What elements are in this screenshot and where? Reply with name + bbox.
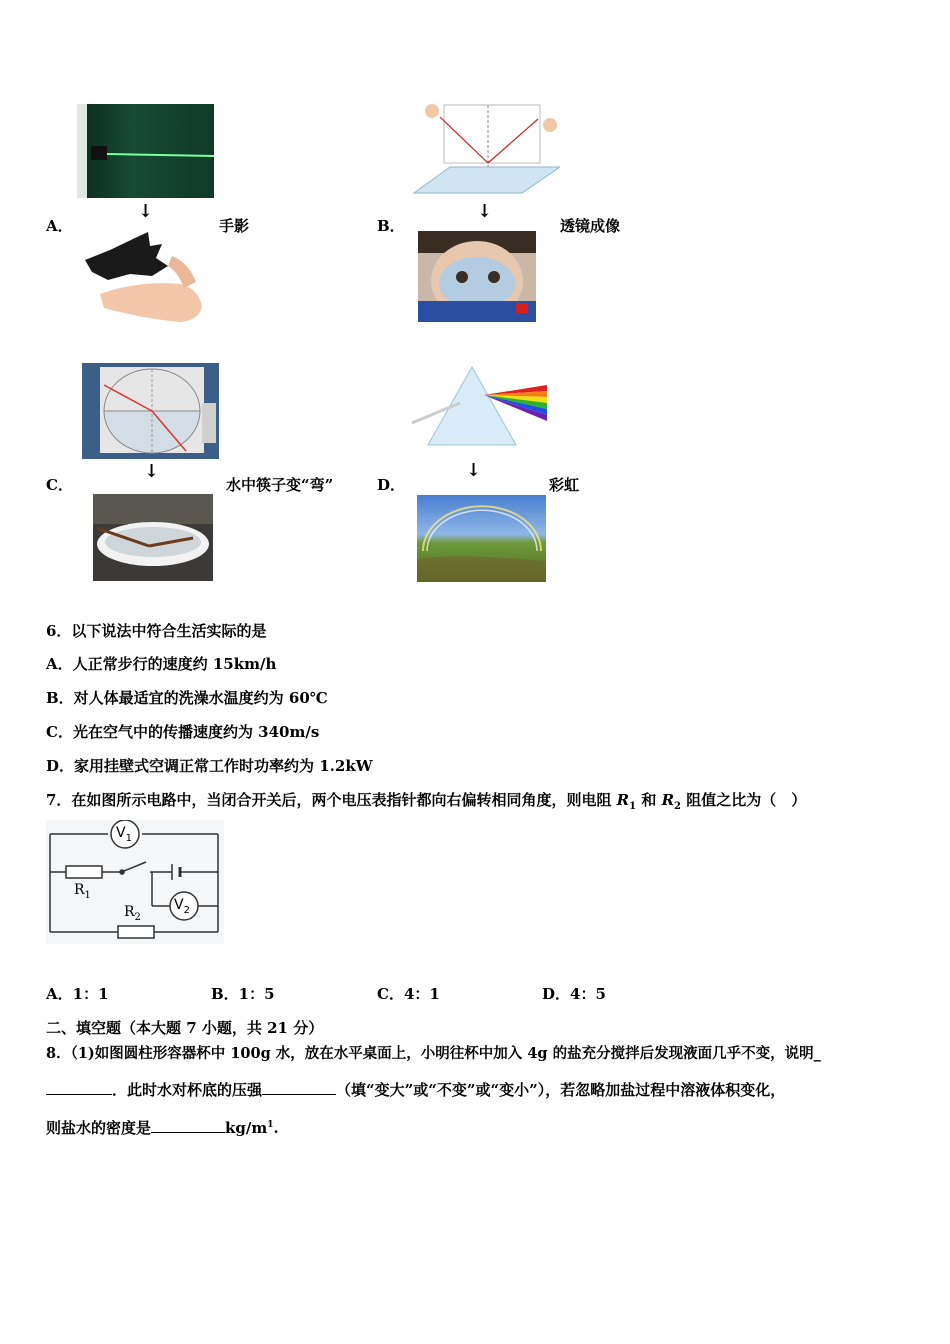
q8-line2-b: （填“变大”或“不变”或“变小”），若忽略加盐过程中溶液体积变化， [336, 1081, 786, 1099]
option-a-label: A． [46, 217, 73, 235]
rainbow-photo [417, 495, 546, 582]
q6-stem: 6．以下说法中符合生活实际的是 [46, 622, 267, 640]
q7-option-a: A．1：1 [46, 985, 109, 1003]
r1-label: $R_1$ [74, 882, 91, 901]
arrow-down-icon: ↓ [138, 201, 154, 222]
arrow-down-icon: ↓ [477, 201, 493, 222]
chopsticks-bowl-photo [93, 494, 213, 581]
option-a-caption: 手影 [219, 217, 250, 235]
q8-line3 [46, 1117, 279, 1138]
q8-unit: kg/m [225, 1119, 268, 1137]
answer-blank[interactable] [262, 1080, 336, 1095]
hand-shadow-photo [80, 232, 205, 324]
option-b-caption: 透镜成像 [560, 217, 621, 235]
q7-r2-sub: 2 [674, 801, 681, 812]
mirror-reflection-diagram [410, 101, 560, 195]
answer-blank[interactable] [151, 1118, 225, 1133]
q7-option-c: C．4：1 [377, 985, 440, 1003]
answer-blank[interactable] [46, 1080, 112, 1095]
q6-option-b: B．对人体最适宜的洗澡水温度约为 60℃ [46, 689, 328, 707]
q7-stem-b: 阻值之比为（ ） [681, 791, 807, 809]
arrow-down-icon: ↓ [466, 460, 482, 481]
q7-stem-a: 7．在如图所示电路中，当闭合开关后，两个电压表指针都向右偏转相同角度，则电阻 [46, 791, 617, 809]
circuit-diagram [46, 820, 224, 944]
q7-mid: 和 [636, 791, 662, 809]
option-d-caption: 彩虹 [549, 476, 580, 494]
option-b-label: B． [377, 217, 405, 235]
section-title: 二、填空题（本大题 7 小题，共 21 分） [46, 1019, 324, 1037]
q7-option-b: B．1：5 [211, 985, 275, 1003]
q8-line3-a: 则盐水的密度是 [46, 1119, 152, 1137]
q8-line2 [46, 1079, 785, 1100]
laser-photo [77, 104, 214, 198]
q7-r1-sub: 1 [629, 801, 637, 812]
arrow-down-icon: ↓ [144, 461, 160, 482]
option-d-label: D． [377, 476, 406, 494]
q6-option-d: D．家用挂壁式空调正常工作时功率约为 1.2kW [46, 757, 373, 775]
q8-unit-sup: 1 [267, 1120, 274, 1130]
option-c-label: C． [46, 476, 73, 494]
q8-line1: 8．（1)如图圆柱形容器杯中 100g 水，放在水平桌面上，小明往杯中加入 4g 的盐充分搅拌后发现液面几乎不变，说明_ [46, 1045, 821, 1062]
q8-line3-end: . [273, 1119, 279, 1137]
v2-label: $V_2$ [174, 897, 190, 916]
q7-r1: R [616, 791, 630, 809]
q7-r2: R [661, 791, 675, 809]
refraction-protractor-photo [82, 363, 219, 459]
option-c-caption: 水中筷子变“弯” [226, 476, 334, 494]
lens-image-photo [418, 231, 536, 322]
v1-label: $V_1$ [116, 825, 132, 844]
q7-stem [46, 789, 806, 812]
q6-option-a: A．人正常步行的速度约 15km/h [46, 655, 277, 673]
prism-dispersion-diagram [410, 363, 547, 451]
q8-line2-a: ．此时水对杯底的压强 [112, 1081, 263, 1099]
r2-label: $R_2$ [124, 904, 141, 923]
q6-option-c: C．光在空气中的传播速度约为 340m/s [46, 723, 320, 741]
q7-option-d: D．4：5 [542, 985, 606, 1003]
